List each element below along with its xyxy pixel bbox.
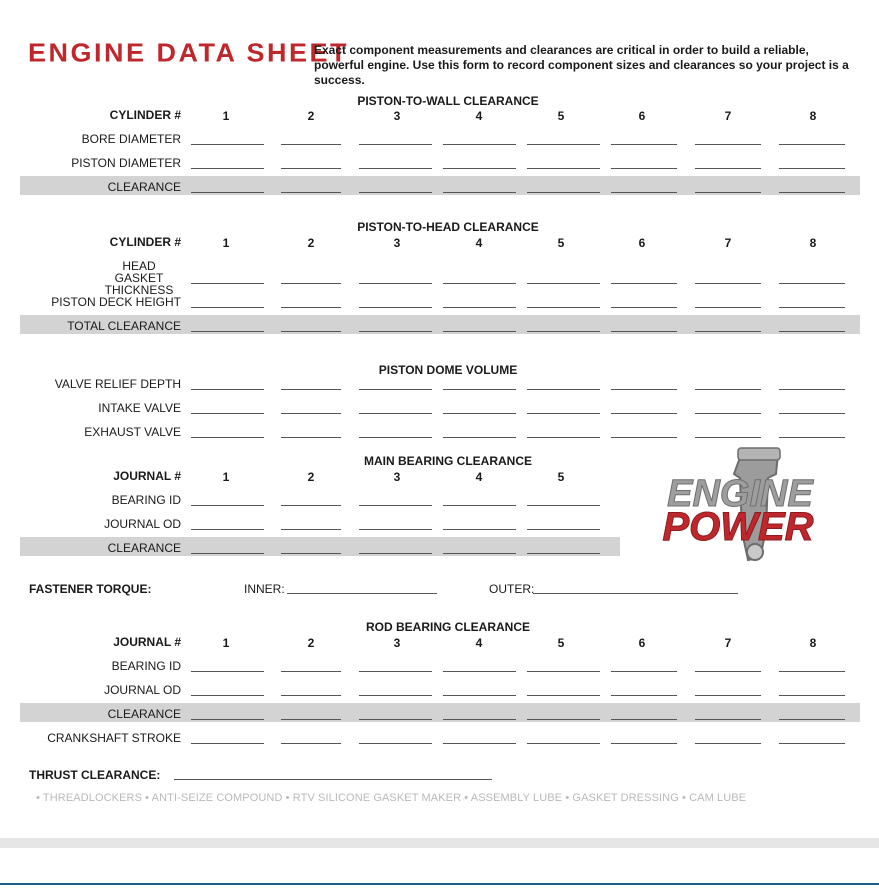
column-header: 2: [307, 236, 315, 250]
main-clearance-field[interactable]: [191, 553, 264, 554]
rod-bearing-id-field[interactable]: [191, 671, 264, 672]
total-clearance-field[interactable]: [611, 331, 677, 332]
page-title: ENGINE DATA SHEET: [28, 38, 350, 68]
valve-relief-depth-field[interactable]: [695, 389, 761, 390]
crankshaft-stroke-field[interactable]: [281, 743, 341, 744]
main-journal-od-field[interactable]: [443, 529, 516, 530]
piston-diameter-field[interactable]: [443, 168, 516, 169]
column-header: 6: [638, 236, 646, 250]
fastener-outer-field[interactable]: [533, 593, 738, 594]
rod-bearing-id-field[interactable]: [779, 671, 845, 672]
exhaust-valve-field[interactable]: [695, 437, 761, 438]
crankshaft-stroke-field[interactable]: [611, 743, 677, 744]
footer-band: [0, 838, 879, 848]
column-header: 4: [475, 236, 483, 250]
products-list: • THREADLOCKERS • ANTI-SEIZE COMPOUND • RTV SILICONE GASKET MAKER • ASSEMBLY LUBE • GASKET DRESSING • CAM LUBE: [36, 792, 747, 804]
valve-relief-depth-field[interactable]: [527, 389, 600, 390]
main-bearing-id-field[interactable]: [527, 505, 600, 506]
row-label-rod-bearing-id: BEARING ID: [111, 659, 181, 673]
column-header: 5: [557, 636, 565, 650]
piston-diameter-field[interactable]: [695, 168, 761, 169]
row-label-clearance: CLEARANCE: [107, 180, 181, 194]
row-label-bearing-id: BEARING ID: [111, 493, 181, 507]
valve-relief-depth-field[interactable]: [281, 389, 341, 390]
section-title-dome-volume: PISTON DOME VOLUME: [378, 363, 518, 377]
column-header: 1: [222, 236, 230, 250]
crankshaft-stroke-field[interactable]: [527, 743, 600, 744]
clearance-field[interactable]: [443, 192, 516, 193]
section-title-piston-to-head: PISTON-TO-HEAD CLEARANCE: [357, 220, 539, 234]
footer-rule: [0, 883, 879, 885]
main-bearing-id-field[interactable]: [191, 505, 264, 506]
intake-valve-field[interactable]: [695, 413, 761, 414]
section-title-rod-bearing: ROD BEARING CLEARANCE: [365, 620, 530, 634]
section-title-main-bearing: MAIN BEARING CLEARANCE: [364, 454, 532, 468]
clearance-field[interactable]: [695, 192, 761, 193]
total-clearance-field[interactable]: [359, 331, 432, 332]
journal-label: JOURNAL #: [113, 469, 181, 483]
intake-valve-field[interactable]: [359, 413, 432, 414]
row-label-journal-od: JOURNAL OD: [104, 517, 181, 531]
exhaust-valve-field[interactable]: [359, 437, 432, 438]
row-label-main-clearance: CLEARANCE: [107, 541, 181, 555]
logo-line1: ENGINE: [667, 473, 813, 515]
column-header: 4: [475, 470, 483, 484]
valve-relief-depth-field[interactable]: [611, 389, 677, 390]
bore-diameter-field[interactable]: [443, 144, 516, 145]
column-header: 8: [809, 236, 817, 250]
row-label-piston-deck-height: PISTON DECK HEIGHT: [51, 295, 181, 309]
column-header: 3: [393, 109, 401, 123]
main-clearance-field[interactable]: [359, 553, 432, 554]
head-gasket-thickness-field[interactable]: [359, 283, 432, 284]
head-gasket-thickness-field[interactable]: [695, 283, 761, 284]
journal-label: JOURNAL #: [113, 635, 181, 649]
rod-bearing-id-field[interactable]: [527, 671, 600, 672]
main-bearing-id-field[interactable]: [443, 505, 516, 506]
rod-journal-od-field[interactable]: [443, 695, 516, 696]
exhaust-valve-field[interactable]: [779, 437, 845, 438]
head-gasket-thickness-text: HEAD GASKET THICKNESS: [104, 259, 174, 297]
column-header: 7: [724, 236, 732, 250]
fastener-torque-label: FASTENER TORQUE:: [29, 582, 152, 596]
cylinder-label: CYLINDER #: [109, 108, 181, 122]
rod-journal-od-field[interactable]: [281, 695, 341, 696]
clearance-field[interactable]: [527, 192, 600, 193]
column-header: 5: [557, 109, 565, 123]
piston-deck-height-field[interactable]: [695, 307, 761, 308]
bore-diameter-field[interactable]: [281, 144, 341, 145]
column-header: 5: [557, 236, 565, 250]
row-label-rod-journal-od: JOURNAL OD: [104, 683, 181, 697]
head-gasket-thickness-field[interactable]: [443, 283, 516, 284]
row-label-head-gasket-thickness: [0, 260, 181, 296]
cylinder-label: CYLINDER #: [109, 235, 181, 249]
exhaust-valve-field[interactable]: [281, 437, 341, 438]
intake-valve-field[interactable]: [191, 413, 264, 414]
row-label-bore-diameter: BORE DIAMETER: [81, 132, 181, 146]
rod-bearing-id-field[interactable]: [281, 671, 341, 672]
rod-clearance-field[interactable]: [527, 719, 600, 720]
intro-text: Exact component measurements and clearances are critical in order to build a reliable, powerful engine. Use this form to record component sizes and clearances so your project is a success.: [314, 43, 849, 87]
rod-clearance-field[interactable]: [779, 719, 845, 720]
rod-journal-od-field[interactable]: [611, 695, 677, 696]
row-label-intake-valve: INTAKE VALVE: [98, 401, 181, 415]
main-journal-od-field[interactable]: [359, 529, 432, 530]
rod-journal-od-field[interactable]: [527, 695, 600, 696]
main-bearing-id-field[interactable]: [281, 505, 341, 506]
clearance-field[interactable]: [611, 192, 677, 193]
column-header: 8: [809, 636, 817, 650]
exhaust-valve-field[interactable]: [527, 437, 600, 438]
fastener-inner-field[interactable]: [287, 593, 437, 594]
intake-valve-field[interactable]: [611, 413, 677, 414]
engine-power-logo: [630, 440, 850, 570]
main-journal-od-field[interactable]: [191, 529, 264, 530]
bore-diameter-field[interactable]: [191, 144, 264, 145]
bore-diameter-field[interactable]: [611, 144, 677, 145]
intake-valve-field[interactable]: [527, 413, 600, 414]
rod-bearing-id-field[interactable]: [443, 671, 516, 672]
bore-diameter-field[interactable]: [695, 144, 761, 145]
piston-deck-height-field[interactable]: [443, 307, 516, 308]
crankshaft-stroke-field[interactable]: [191, 743, 264, 744]
piston-diameter-field[interactable]: [611, 168, 677, 169]
piston-deck-height-field[interactable]: [779, 307, 845, 308]
column-header: 2: [307, 636, 315, 650]
section-title-piston-to-wall: PISTON-TO-WALL CLEARANCE: [357, 94, 539, 108]
row-label-valve-relief-depth: VALVE RELIEF DEPTH: [54, 377, 181, 391]
rod-journal-od-field[interactable]: [359, 695, 432, 696]
piston-diameter-field[interactable]: [191, 168, 264, 169]
thrust-clearance-field[interactable]: [174, 779, 492, 780]
piston-deck-height-field[interactable]: [191, 307, 264, 308]
rod-bearing-id-field[interactable]: [359, 671, 432, 672]
column-header: 6: [638, 636, 646, 650]
column-header: 2: [307, 470, 315, 484]
total-clearance-field[interactable]: [779, 331, 845, 332]
head-gasket-thickness-field[interactable]: [191, 283, 264, 284]
logo-line2: POWER: [662, 505, 814, 549]
row-label-crankshaft-stroke: CRANKSHAFT STROKE: [47, 731, 181, 745]
fastener-outer-label: OUTER:: [489, 582, 535, 596]
valve-relief-depth-field[interactable]: [191, 389, 264, 390]
piston-deck-height-field[interactable]: [527, 307, 600, 308]
valve-relief-depth-field[interactable]: [443, 389, 516, 390]
column-header: 3: [393, 236, 401, 250]
main-clearance-field[interactable]: [527, 553, 600, 554]
column-header: 1: [222, 636, 230, 650]
column-header: 1: [222, 470, 230, 484]
row-label-rod-clearance: CLEARANCE: [107, 707, 181, 721]
rod-journal-od-field[interactable]: [779, 695, 845, 696]
column-header: 4: [475, 636, 483, 650]
bore-diameter-field[interactable]: [527, 144, 600, 145]
row-label-piston-diameter: PISTON DIAMETER: [71, 156, 181, 170]
column-header: 8: [809, 109, 817, 123]
total-clearance-field[interactable]: [281, 331, 341, 332]
main-journal-od-field[interactable]: [281, 529, 341, 530]
head-gasket-thickness-field[interactable]: [281, 283, 341, 284]
column-header: 4: [475, 109, 483, 123]
clearance-field[interactable]: [359, 192, 432, 193]
piston-deck-height-field[interactable]: [359, 307, 432, 308]
column-header: 1: [222, 109, 230, 123]
head-gasket-thickness-field[interactable]: [527, 283, 600, 284]
piston-deck-height-field[interactable]: [611, 307, 677, 308]
column-header: 3: [393, 470, 401, 484]
main-journal-od-field[interactable]: [527, 529, 600, 530]
column-header: 6: [638, 109, 646, 123]
exhaust-valve-field[interactable]: [611, 437, 677, 438]
rod-clearance-field[interactable]: [611, 719, 677, 720]
exhaust-valve-field[interactable]: [443, 437, 516, 438]
rod-clearance-field[interactable]: [191, 719, 264, 720]
column-header: 2: [307, 109, 315, 123]
total-clearance-field[interactable]: [443, 331, 516, 332]
crankshaft-stroke-field[interactable]: [779, 743, 845, 744]
rod-clearance-field[interactable]: [443, 719, 516, 720]
column-header: 3: [393, 636, 401, 650]
intake-valve-field[interactable]: [779, 413, 845, 414]
piston-diameter-field[interactable]: [281, 168, 341, 169]
total-clearance-field[interactable]: [695, 331, 761, 332]
bore-diameter-field[interactable]: [359, 144, 432, 145]
rod-bearing-id-field[interactable]: [611, 671, 677, 672]
row-label-exhaust-valve: EXHAUST VALVE: [84, 425, 181, 439]
column-header: 7: [724, 109, 732, 123]
fastener-inner-label: INNER:: [244, 582, 285, 596]
rod-journal-od-field[interactable]: [191, 695, 264, 696]
piston-diameter-field[interactable]: [527, 168, 600, 169]
rod-clearance-field[interactable]: [359, 719, 432, 720]
rod-clearance-field[interactable]: [695, 719, 761, 720]
crankshaft-stroke-field[interactable]: [443, 743, 516, 744]
rod-journal-od-field[interactable]: [695, 695, 761, 696]
bore-diameter-field[interactable]: [779, 144, 845, 145]
total-clearance-field[interactable]: [191, 331, 264, 332]
head-gasket-thickness-field[interactable]: [611, 283, 677, 284]
piston-deck-height-field[interactable]: [281, 307, 341, 308]
rod-bearing-id-field[interactable]: [695, 671, 761, 672]
clearance-field[interactable]: [191, 192, 264, 193]
main-clearance-field[interactable]: [443, 553, 516, 554]
clearance-field[interactable]: [281, 192, 341, 193]
clearance-field[interactable]: [779, 192, 845, 193]
column-header: 5: [557, 470, 565, 484]
column-header: 7: [724, 636, 732, 650]
intake-valve-field[interactable]: [281, 413, 341, 414]
main-clearance-field[interactable]: [281, 553, 341, 554]
intake-valve-field[interactable]: [443, 413, 516, 414]
thrust-clearance-label: THRUST CLEARANCE:: [29, 768, 161, 782]
valve-relief-depth-field[interactable]: [779, 389, 845, 390]
total-clearance-field[interactable]: [527, 331, 600, 332]
valve-relief-depth-field[interactable]: [359, 389, 432, 390]
piston-diameter-field[interactable]: [779, 168, 845, 169]
exhaust-valve-field[interactable]: [191, 437, 264, 438]
piston-diameter-field[interactable]: [359, 168, 432, 169]
crankshaft-stroke-field[interactable]: [359, 743, 432, 744]
head-gasket-thickness-field[interactable]: [779, 283, 845, 284]
main-bearing-id-field[interactable]: [359, 505, 432, 506]
row-label-total-clearance: TOTAL CLEARANCE: [67, 319, 181, 333]
rod-clearance-field[interactable]: [281, 719, 341, 720]
crankshaft-stroke-field[interactable]: [695, 743, 761, 744]
